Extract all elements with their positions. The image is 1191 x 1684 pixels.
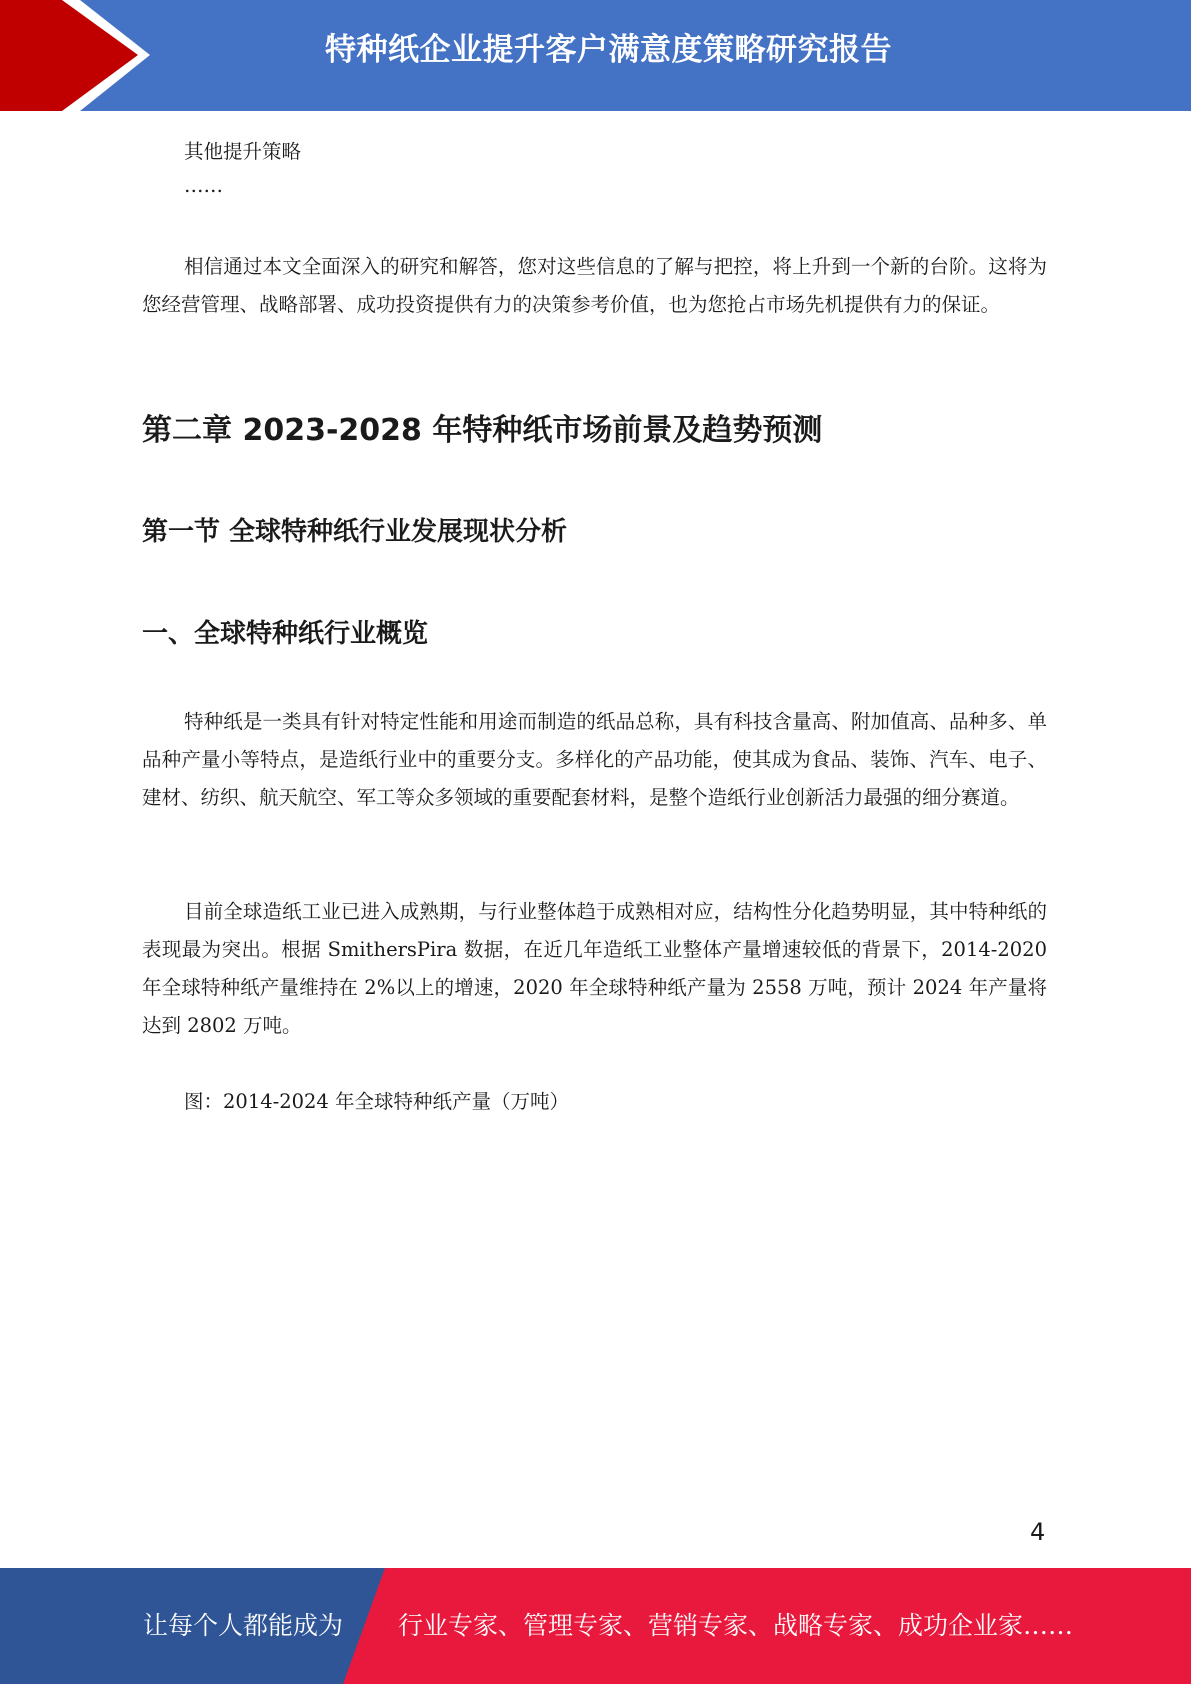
- list-item-other-strategies: 其他提升策略: [184, 140, 302, 163]
- paragraph-market: 目前全球造纸工业已进入成熟期，与行业整体趋于成熟相对应，结构性分化趋势明显，其中特种纸的表现最为突出。根据 SmithersPira 数据，在近几年造纸工业整体产量增速较低的背景下，2014-2020 年全球特种纸产量维持在 2%以上的增速，2020 年全球特种纸产量为 2558 万吨，预计 2024 年产量将达到 2802 万吨。: [142, 900, 1047, 1037]
- footer-slogan-right: 行业专家、管理专家、营销专家、战略专家、成功企业家……: [398, 1611, 1074, 1640]
- ellipsis: ……: [184, 174, 223, 197]
- chapter-title: 第二章 2023-2028 年特种纸市场前景及趋势预测: [142, 413, 823, 448]
- page-number: 4: [1030, 1518, 1046, 1546]
- section-title: 第一节 全球特种纸行业发展现状分析: [142, 517, 568, 547]
- figure-caption: 图：2014-2024 年全球特种纸产量（万吨）: [184, 1090, 570, 1113]
- page-footer: [0, 1568, 1191, 1684]
- closing-paragraph: 相信通过本文全面深入的研究和解答，您对这些信息的了解与把控，将上升到一个新的台阶。这将为您经营管理、战略部署、成功投资提供有力的决策参考价值，也为您抢占市场先机提供有力的保证。: [142, 255, 1047, 316]
- footer-slogan-left: 让每个人都能成为: [143, 1611, 344, 1640]
- subsection-title: 一、全球特种纸行业概览: [142, 619, 429, 649]
- report-title: 特种纸企业提升客户满意度策略研究报告: [325, 32, 892, 68]
- page-header: [0, 0, 1191, 111]
- paragraph-overview: 特种纸是一类具有针对特定性能和用途而制造的纸品总称，具有科技含量高、附加值高、品种多、单品种产量小等特点，是造纸行业中的重要分支。多样化的产品功能，使其成为食品、装饰、汽车、电子、建材、纺织、航天航空、军工等众多领域的重要配套材料，是整个造纸行业创新活力最强的细分赛道。: [142, 710, 1047, 809]
